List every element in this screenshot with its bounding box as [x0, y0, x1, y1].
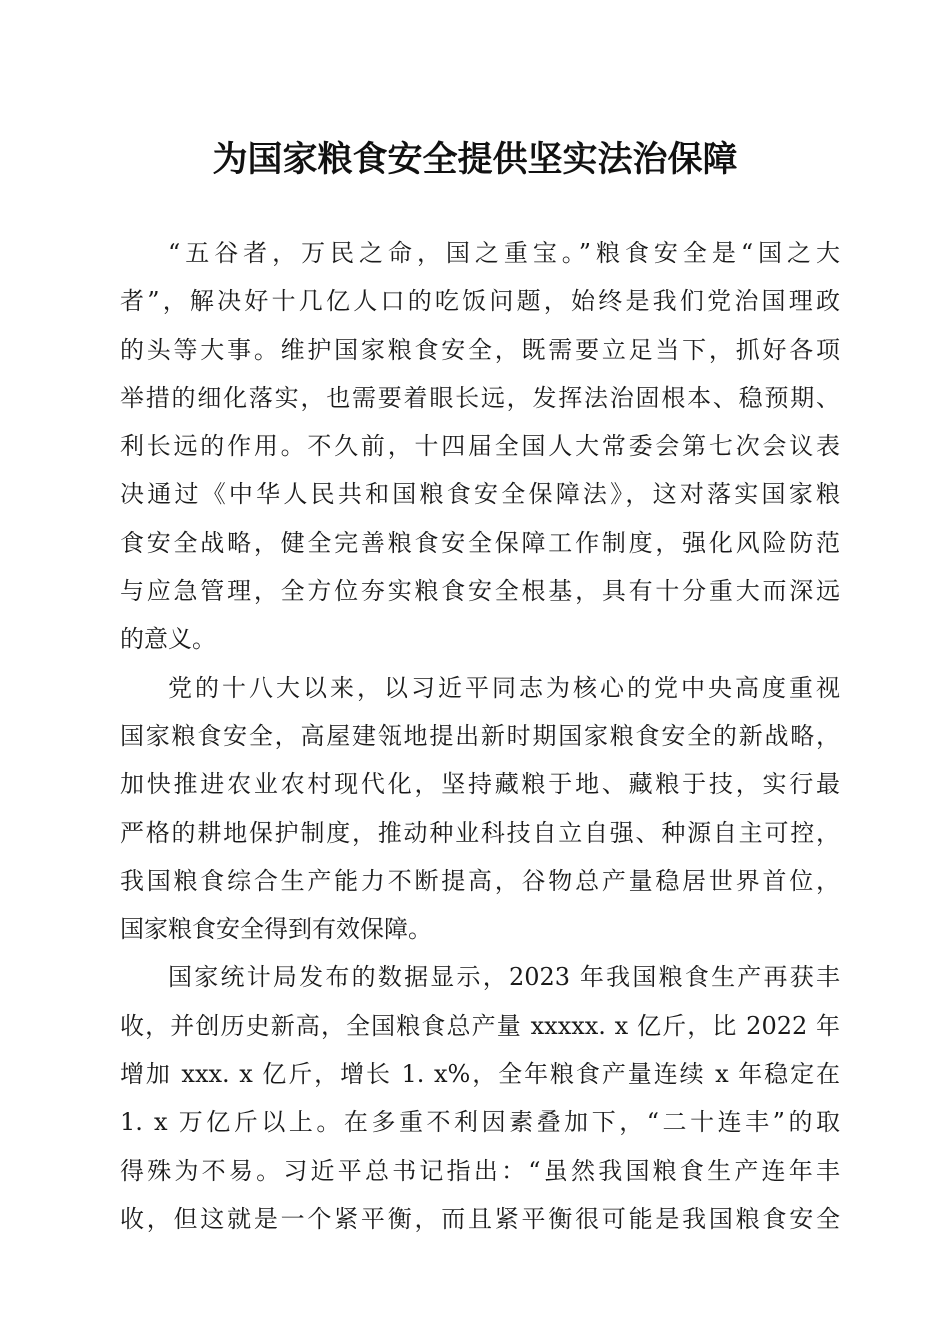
text-line: 利长远的作用。不久前，十四届全国人大常委会第七次会议表 [120, 432, 840, 461]
text-line: 的意义。 [120, 625, 216, 654]
paragraph-1 [120, 229, 840, 664]
text-line: 党的十八大以来，以习近平同志为核心的党中央高度重视 [168, 673, 840, 702]
text-line: 增加 xxx. x 亿斤，增长 1. x%，全年粮食产量连续 x 年稳定在 [120, 1060, 840, 1089]
document-body [120, 229, 840, 1243]
text-line: 严格的耕地保护制度，推动种业科技自立自强、种源自主可控， [120, 818, 840, 847]
text-line: “五谷者，万民之命，国之重宝。”粮食安全是“国之大 [168, 239, 840, 267]
paragraph-2 [120, 664, 840, 954]
text-line: 者”，解决好十几亿人口的吃饭问题，始终是我们党治国理政 [120, 287, 840, 316]
text-line: 我国粮食综合生产能力不断提高，谷物总产量稳居世界首位， [120, 866, 840, 895]
text-line: 国家粮食安全得到有效保障。 [120, 915, 432, 944]
text-line: 决通过《中华人民共和国粮食安全保障法》，这对落实国家粮 [120, 480, 840, 509]
paragraph-3 [120, 953, 840, 1243]
text-line: 举措的细化落实，也需要着眼长远，发挥法治固根本、稳预期、 [120, 383, 840, 412]
text-line: 的头等大事。维护国家粮食安全，既需要立足当下，抓好各项 [120, 335, 840, 364]
document-title: 为国家粮食安全提供坚实法治保障 [212, 139, 738, 180]
text-line: 1. x 万亿斤以上。在多重不利因素叠加下，“二十连丰”的取 [120, 1108, 840, 1137]
text-line: 收，并创历史新高，全国粮食总产量 xxxxx. x 亿斤，比 2022 年 [120, 1011, 840, 1040]
text-line: 加快推进农业农村现代化，坚持藏粮于地、藏粮于技，实行最 [120, 770, 840, 799]
text-line: 国家粮食安全，高屋建瓴地提出新时期国家粮食安全的新战略， [120, 721, 840, 750]
text-line: 国家统计局发布的数据显示，2023 年我国粮食生产再获丰 [168, 963, 840, 992]
text-line: 得殊为不易。习近平总书记指出：“虽然我国粮食生产连年丰 [120, 1156, 840, 1185]
text-line: 收，但这就是一个紧平衡，而且紧平衡很可能是我国粮食安全 [120, 1204, 840, 1233]
text-line: 食安全战略，健全完善粮食安全保障工作制度，强化风险防范 [120, 528, 840, 557]
text-line: 与应急管理，全方位夯实粮食安全根基，具有十分重大而深远 [120, 577, 840, 606]
